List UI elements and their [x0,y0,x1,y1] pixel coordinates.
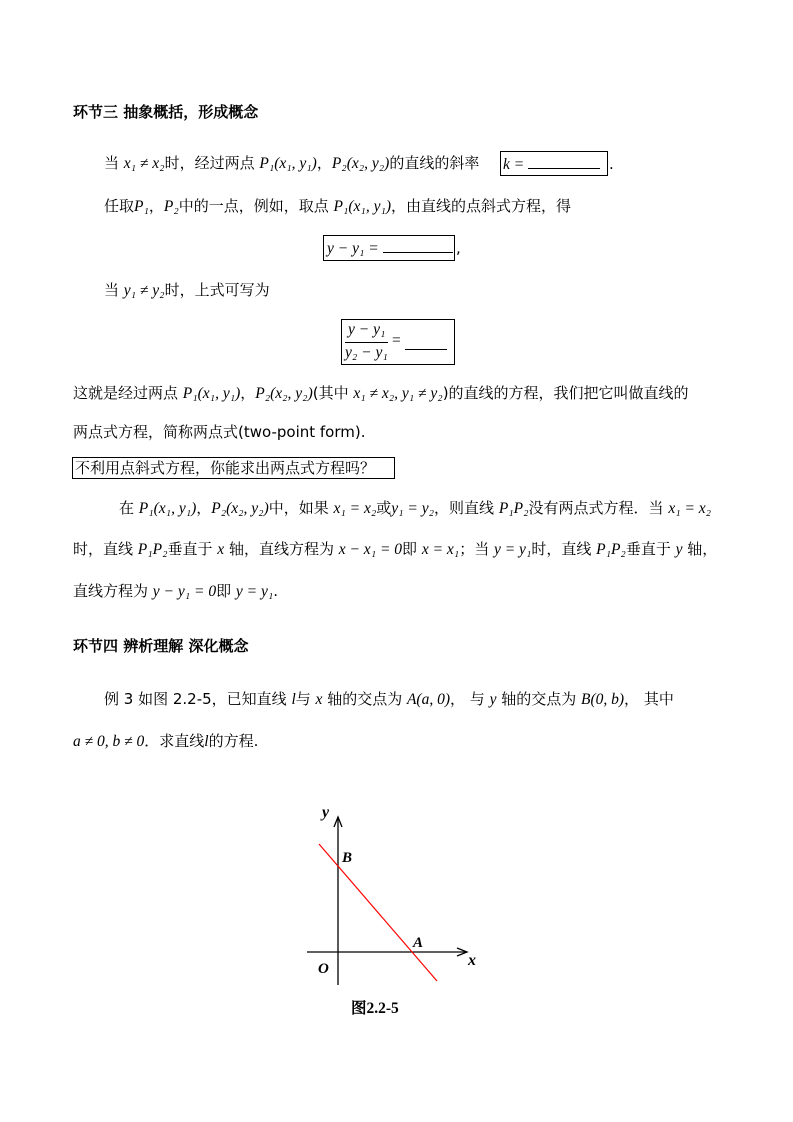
math-point-p2: P₂(x₂, y₂) [331,155,390,172]
condition-line [104,280,270,301]
math-condition: x₁ ≠ x₂ [123,155,165,172]
example-3-line-1 [104,689,674,710]
math-condition: x₁ = x₂ [333,500,377,517]
math-l: l [291,691,296,708]
math-eq: x = x₁ [421,541,460,558]
math-eq: y = y₁ [235,583,274,600]
text: 轴， [682,540,718,558]
text: 或 [376,499,392,517]
text: 这就是经过两点 [73,384,183,402]
text: 时，上式可写为 [164,281,270,299]
math-line: P₁P₂ [498,500,529,517]
text: ， 与 [450,690,490,708]
equals-sign: = [391,332,402,349]
text: 当 [104,154,124,172]
point-slope-box-content [327,238,453,259]
math-x: x [315,691,323,708]
text: ， [196,499,212,517]
text: ， 其中 [624,690,674,708]
math-eq: y − y₁ = 0 [152,583,217,600]
comma: , [456,239,461,257]
math-p1: P₁(x₁, y₁) [182,385,241,402]
math-eq: y − y₁ = [327,240,379,257]
text: ，则直线 [434,499,499,517]
pick-point-line [104,196,571,217]
question-text: 不利用点斜式方程，你能求出两点式方程吗？ [75,459,376,477]
math-condition: y₁ = y₂ [391,500,435,517]
text: ， [240,384,256,402]
math-p2: P₂ [163,198,179,215]
math-p1: P₁ [134,198,149,215]
text: ， [316,154,332,172]
section3-title: 环节三 抽象概括，形成概念 [73,103,259,121]
text: 轴的交点为 [322,690,407,708]
math-y: y [675,541,683,558]
text: 垂直于 [167,540,218,558]
text: 没有两点式方程．当 [528,499,669,517]
math-condition: x₁ ≠ x₂, y₁ ≠ y₂ [353,385,443,402]
text: 时，直线 [531,540,597,558]
text: 轴的交点为 [496,690,581,708]
label-a: A [413,935,424,951]
fraction-denominator: y₂ − y₁ [345,344,388,361]
label-b: B [342,850,353,866]
math-point-a: A(a, 0) [406,691,451,708]
fraction-numerator: y − y₁ [348,321,386,338]
math-l: l [204,733,209,750]
math-condition: y₁ ≠ y₂ [123,282,165,299]
label-o: O [318,961,329,977]
figure-2-2-5 [295,795,495,995]
math-point-p1: P₁(x₁, y₁) [259,155,317,172]
text: )的直线的方程，我们把它叫做直线的 [442,384,689,402]
example-3-line-2 [73,731,258,752]
text: 轴，直线方程为 [224,540,339,558]
text: 直线方程为 [73,582,153,600]
text: 中，如果 [268,499,334,517]
math-y: y [489,691,497,708]
fraction-bar [345,342,388,343]
text: 时，直线 [73,540,138,558]
math-condition: a ≠ 0, b ≠ 0 [73,733,145,750]
math-p1: P₁(x₁, y₁) [138,500,197,517]
math-condition: x₁ = x₂ [668,500,712,517]
text: ；当 [459,540,494,558]
math-x: x [217,541,225,558]
text: 任取 [104,197,135,215]
special-case-line-3 [73,581,278,602]
two-point-form-name: 两点式方程，简称两点式(two-point form). [73,423,366,441]
math-p2: P₂(x₂, y₂) [211,500,269,517]
two-point-definition-line [73,383,689,404]
text: 垂直于 [625,540,676,558]
section4-title: 环节四 辨析理解 深化概念 [73,637,249,655]
math-p2: P₂(x₂, y₂) [255,385,313,402]
label-y: y [322,804,330,821]
text: 时，经过两点 [164,154,260,172]
text: ， [148,197,164,215]
text: 的方程. [208,732,259,750]
math-line: P₁P₂ [137,541,168,558]
text: 例 3 如图 2.2-5，已知直线 [104,690,292,708]
text: ，由直线的点斜式方程，得 [391,197,572,215]
text: 中的一点，例如，取点 [178,197,334,215]
special-case-line-2 [73,539,717,560]
text: 与 [295,690,316,708]
math-line: P₁P₂ [596,541,626,558]
math-point: P₁(x₁, y₁) [333,198,391,215]
text: 即 [216,582,236,600]
line-l [319,844,437,981]
text: 在 [119,499,139,517]
slope-box-content [503,154,600,175]
math-point-b: B(0, b) [581,691,625,708]
math-condition: y = y₁ [493,541,532,558]
figure-caption: 图2.2-5 [351,1000,399,1017]
text: 的直线的斜率 [389,154,480,172]
text: (其中 [312,384,354,402]
label-x: x [468,952,476,969]
text: 即 [402,540,422,558]
math-eq: x − x₁ = 0 [338,541,403,558]
slope-line [104,153,479,174]
fill-blank [383,252,453,253]
text: 当 [104,281,124,299]
period: . [609,155,614,173]
text: ．求直线 [144,732,205,750]
fill-blank [405,349,447,350]
text: . [273,582,279,600]
math-k: k = [503,156,525,173]
special-case-line-1 [119,498,711,519]
fill-blank [528,168,600,169]
